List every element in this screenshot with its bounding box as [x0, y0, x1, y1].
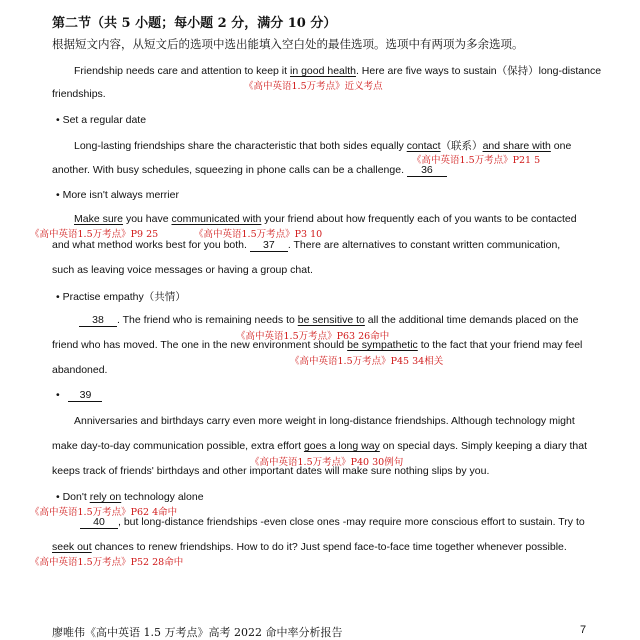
intro-note: 《高中英语1.5万考点》近义考点	[244, 81, 383, 92]
p3-line-2: friend who has moved. The one in the new environment should be sympathetic to the fact that your friend may feel	[52, 339, 583, 351]
heading-blank-39: • 39	[56, 389, 102, 402]
heading-dont-rely-on-tech: • Don't rely on technology alone	[56, 491, 204, 503]
p3-note-2: 《高中英语1.5万考点》P45 34相关	[290, 356, 444, 367]
p2-line-1: Make sure you have communicated with your friend about how frequently each of you wants to be contacted	[74, 213, 577, 225]
blank-37[interactable]: 37	[250, 240, 288, 252]
p3-note-1: 《高中英语1.5万考点》P63 26命中	[236, 331, 390, 342]
instructions: 根据短文内容，从短文后的选项中选出能填入空白处的最佳选项。选项中有两项为多余选项。	[52, 37, 524, 51]
p2-line-3: such as leaving voice messages or having a group chat.	[52, 264, 313, 276]
p4-line-2: make day-to-day communication possible, extra effort goes a long way on special days. Simply keeping a diary that	[52, 440, 588, 452]
p2-note-1: 《高中英语1.5万考点》P9 25	[30, 229, 159, 240]
p1-note: 《高中英语1.5万考点》P21 5	[412, 155, 541, 166]
p4-line-1: Anniversaries and birthdays carry even more weight in long-distance friendships. Although technology might	[74, 415, 575, 427]
blank-40[interactable]: 40	[80, 517, 118, 529]
p5-note-2: 《高中英语1.5万考点》P52 28命中	[30, 557, 184, 568]
heading-more-isnt-merrier: • More isn't always merrier	[56, 189, 179, 201]
p2-note-2: 《高中英语1.5万考点》P3 10	[194, 229, 323, 240]
intro-line-2: friendships.	[52, 88, 106, 100]
p5-line-2: seek out chances to renew friendships. How to do it? Just spend face-to-face time together whenever possible.	[52, 541, 567, 553]
p4-note: 《高中英语1.5万考点》P40 30例句	[250, 457, 404, 468]
page-number: 7	[580, 624, 587, 636]
p3-line-1: 38 . The friend who is remaining needs to be sensitive to all the additional time demands placed on the	[79, 314, 579, 327]
footer-text: 廖唯伟《高中英语 1.5 万考点》高考 2022 命中率分析报告	[52, 626, 343, 639]
section-heading: 第二节（共 5 小题；每小题 2 分，满分 10 分）	[52, 16, 337, 31]
blank-36[interactable]: 36	[407, 165, 447, 177]
heading-practise-empathy: • Practise empathy（共情）	[56, 291, 186, 303]
p1-line-1: Long-lasting friendships share the characteristic that both sides equally contact（联系）and share with one	[74, 140, 572, 152]
p4-line-3: keeps track of friends' birthdays and other important dates will make sure nothing slips by you.	[52, 465, 490, 477]
p1-line-2: another. With busy schedules, squeezing in phone calls can be a challenge. 36	[52, 164, 447, 177]
blank-39[interactable]: 39	[68, 390, 102, 402]
blank-38[interactable]: 38	[79, 315, 117, 327]
p2-line-2: and what method works best for you both. 37 . There are alternatives to constant written communication,	[52, 239, 561, 251]
heading-set-regular-date: • Set a regular date	[56, 114, 147, 126]
p3-line-3: abandoned.	[52, 364, 108, 376]
p5-line-1: 40 , but long-distance friendships -even close ones -may require more conscious effort to sustain. Try to	[80, 516, 585, 529]
intro-line-1: Friendship needs care and attention to keep it in good health. Here are five ways to sustain（保持）long-distance	[74, 65, 602, 77]
p5-note-1: 《高中英语1.5万考点》P62 4命中	[30, 507, 178, 518]
